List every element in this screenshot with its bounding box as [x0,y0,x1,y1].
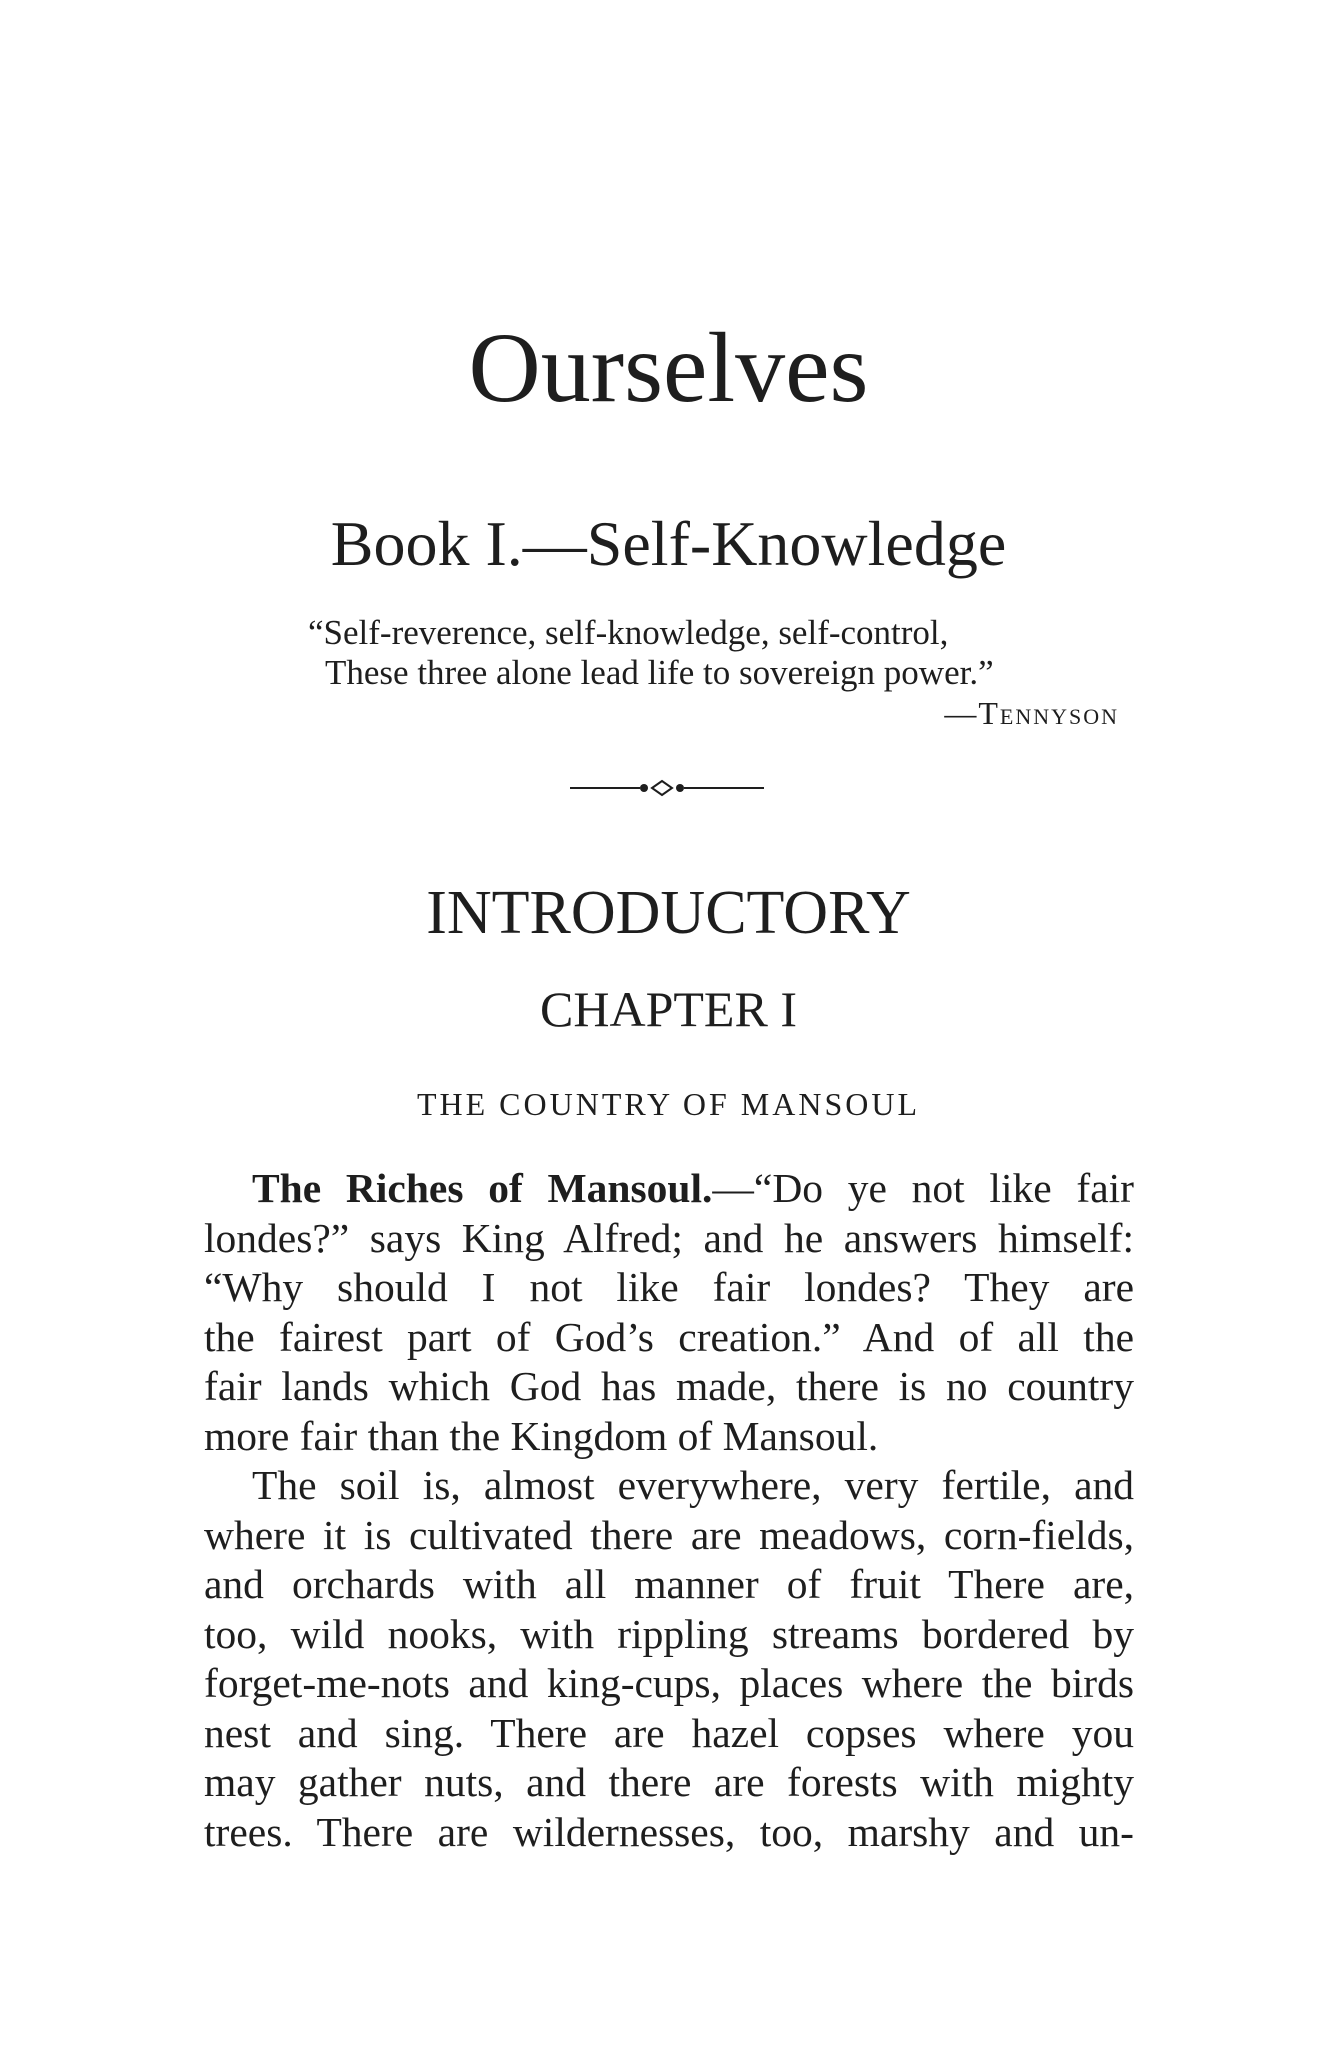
body-text [204,1164,1134,1857]
run-in-heading: The Riches of Mansoul. [252,1165,713,1211]
paragraph-2-line: The soil is, almost everywhere, very fertile, and [252,1462,1134,1508]
epigraph [308,613,1120,733]
paragraph-1-line-1 [204,1164,1134,1214]
paragraph-2-line: nest and sing. There are hazel copses where you [204,1709,1134,1756]
paragraph-1-line: “Why should I not like fair londes? They are [204,1264,1134,1310]
paragraph-2-line: too, wild nooks, with rippling streams bordered by [204,1610,1134,1657]
paragraph-2-line: where it is cultivated there are meadows, corn-fields, [204,1511,1134,1558]
paragraph-1-line: londes?” says King Alfred; and he answers himself: [204,1214,1134,1261]
paragraph-1-line: more fair than the Kingdom of Mansoul. [204,1412,879,1459]
paragraph-2-line: and orchards with all manner of fruit There are, [204,1561,1134,1607]
paragraph-2-line: trees. There are wildernesses, too, marshy and un- [204,1808,1134,1855]
book-heading: Book I.—Self-Knowledge [330,508,1007,579]
fleuron-divider-icon [570,776,770,800]
epigraph-line-2: These three alone lead life to sovereign power.” [325,653,994,692]
paragraph-2-line: forget-me-nots and king-cups, places where the birds [204,1660,1134,1706]
epigraph-line-1: “Self-reverence, self-knowledge, self-control, [308,613,949,652]
paragraph-1-line-1-text: —“Do ye not like fair [712,1165,1134,1211]
paragraph-2-line: may gather nuts, and there are forests with mighty [204,1759,1134,1805]
paragraph-1-line: fair lands which God has made, there is no country [204,1363,1134,1409]
paragraph-1-line: the fairest part of God’s creation.” And of all the [204,1313,1134,1360]
chapter-heading: CHAPTER I [540,981,797,1037]
section-heading: INTRODUCTORY [426,879,911,947]
book-title: Ourselves [468,312,869,423]
epigraph-attribution: —Tennyson [944,695,1119,731]
chapter-title: THE COUNTRY OF MANSOUL [416,1086,921,1122]
